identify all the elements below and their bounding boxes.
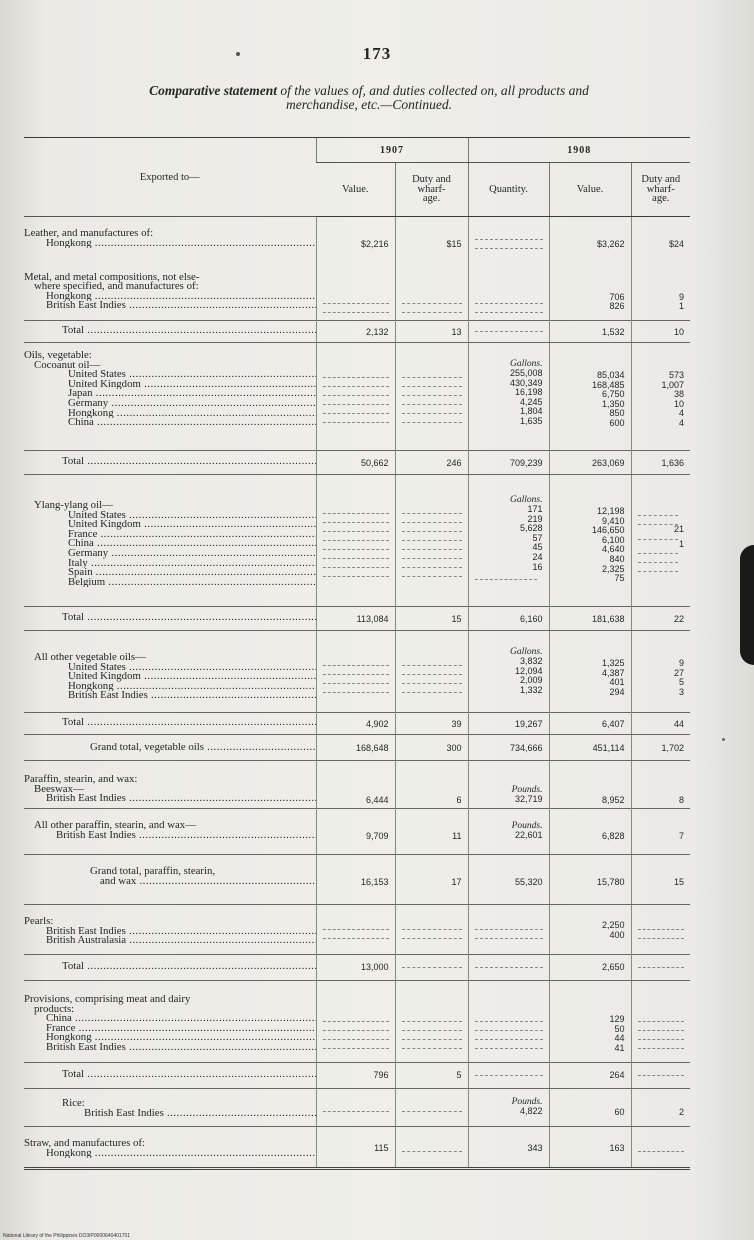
cell-value: 264 [549, 1063, 631, 1089]
print-speck [236, 52, 240, 56]
cell-empty [395, 261, 468, 321]
cell-value: 50,662 [316, 451, 395, 475]
cell-empty [395, 1089, 468, 1127]
title-line2: merchandise, etc.—Continued. [286, 97, 452, 112]
row-label: British East Indies ..... [24, 1043, 316, 1053]
cell-duty: 246 [395, 451, 468, 475]
cell-quantity: 55,320 [468, 855, 549, 905]
cell-empty [395, 905, 468, 955]
cell-quantities: Gallons. 255,008 430,349 16,198 4,245 1,804 1,635 [468, 343, 549, 451]
row-label: British East Indies ..... [62, 1109, 316, 1119]
table-row [24, 475, 690, 607]
cell-value: 2,650 [549, 955, 631, 981]
row-label: Hongkong ..... [24, 409, 316, 419]
subsection-heading: All other paraffin, stearin, and wax— [34, 819, 197, 831]
section-heading-2: where specified, and manufactures of: [34, 280, 199, 293]
title-bold: Comparative statement [149, 83, 278, 98]
row-label: Hongkong ..... [24, 1149, 316, 1159]
table-row [24, 905, 690, 955]
cell-value: 60 [549, 1089, 631, 1127]
statistics-table-wrapper [24, 137, 690, 1170]
row-label: Total ..... [62, 718, 316, 728]
cell-value: 9,709 [316, 809, 395, 855]
row-label: Total ..... [62, 962, 316, 972]
row-label: British East Indies ..... [34, 831, 316, 841]
row-label: Germany ..... [24, 399, 316, 409]
cell-empty [468, 981, 549, 1063]
cell-duty: 6 [395, 761, 468, 809]
cell-empty [468, 905, 549, 955]
table-row [24, 1127, 690, 1169]
cell-duty: 7 [631, 809, 690, 855]
cell-quantity: 6,160 [468, 607, 549, 631]
row-label: Grand total, vegetable oils ..... [90, 743, 316, 753]
cell-values: 85,034 168,485 6,750 1,350 850 600 [549, 343, 631, 451]
table-row [24, 217, 690, 261]
section-heading: Leather, and manufactures of: [24, 227, 154, 239]
header-value-1908: Value. [549, 163, 631, 217]
cell-value: 113,084 [316, 607, 395, 631]
row-label: British East Indies ..... [24, 794, 316, 804]
cell-value: 6,407 [549, 713, 631, 735]
cell-empty [395, 475, 468, 607]
cell-values: 12,198 9,410 146,650 6,100 4,640 840 2,325 75 [549, 475, 631, 607]
header-year-1907: 1907 [316, 138, 468, 163]
cell-quantity: 709,239 [468, 451, 549, 475]
cell-value: $3,262 [549, 217, 631, 261]
cell-values: 1,325 4,387 401 294 [549, 631, 631, 713]
cell-value: 181,638 [549, 607, 631, 631]
cell-quantity: Pounds. 32,719 [468, 761, 549, 809]
cell-value: 15,780 [549, 855, 631, 905]
row-label: British East Indies ..... [24, 927, 316, 937]
row-label: United States ..... [24, 511, 316, 521]
total-row [24, 955, 690, 981]
cell-quantities: Gallons. 171 219 5,628 57 45 24 16 [468, 475, 549, 607]
row-label: United Kingdom ..... [24, 672, 316, 682]
cell-duties: 9 27 5 3 [631, 631, 690, 713]
cell-duty: 44 [631, 713, 690, 735]
cell-value: 4,902 [316, 713, 395, 735]
total-row [24, 451, 690, 475]
table-row [24, 809, 690, 855]
subsection-heading: Cocoanut oil— [34, 358, 101, 371]
cell-value: $2,216 [316, 217, 395, 261]
cell-duties: 21 1 [631, 475, 690, 607]
row-label: France ..... [24, 530, 316, 540]
row-label: British East Indies ..... [24, 691, 316, 701]
row-label: Hongkong ..... [24, 682, 316, 692]
row-label: United Kingdom ..... [24, 380, 316, 390]
section-heading: Oils, vegetable: [24, 349, 92, 361]
cell-duty: 15 [631, 855, 690, 905]
cell-empty [631, 905, 690, 955]
total-row [24, 607, 690, 631]
table-row [24, 343, 690, 451]
header-exported-to: Exported to— [24, 138, 316, 217]
row-label: United Kingdom ..... [24, 520, 316, 530]
cell-value: 2,132 [316, 321, 395, 343]
cell-empty [631, 981, 690, 1063]
print-speck-2 [722, 738, 725, 741]
cell-value: 796 [316, 1063, 395, 1089]
row-label: United States ..... [24, 663, 316, 673]
section-heading: Provisions, comprising meat and dairy [24, 993, 191, 1005]
cell-empty [316, 631, 395, 713]
row-label: Total ..... [62, 613, 316, 623]
total-row [24, 713, 690, 735]
cell-empty [316, 905, 395, 955]
total-row [24, 321, 690, 343]
cell-empty [468, 217, 549, 261]
row-label: Germany ..... [24, 549, 316, 559]
section-heading: Rice: [62, 1097, 85, 1109]
section-heading: Pearls: [24, 915, 54, 927]
scanner-thumb-shadow [740, 545, 754, 665]
cell-quantity: 19,267 [468, 713, 549, 735]
cell-empty [395, 343, 468, 451]
page-title [24, 84, 714, 112]
row-label: Hongkong ..... [24, 292, 316, 302]
cell-value: 263,069 [549, 451, 631, 475]
cell-duty: 10 [631, 321, 690, 343]
row-label: Hongkong ..... [24, 239, 316, 249]
cell-empty [395, 631, 468, 713]
cell-value: 16,153 [316, 855, 395, 905]
cell-value: 8,952 [549, 761, 631, 809]
cell-quantities: Gallons. 3,832 12,094 2,009 1,332 [468, 631, 549, 713]
subsection-heading: All other vegetable oils— [34, 651, 146, 663]
cell-empty [316, 343, 395, 451]
section-heading: Straw, and manufactures of: [24, 1137, 146, 1149]
cell-value: 163 [549, 1127, 631, 1169]
cell-duty: 17 [395, 855, 468, 905]
cell-duties: 573 1,007 38 10 4 4 [631, 343, 690, 451]
cell-empty [631, 1063, 690, 1089]
row-label-2: and wax ..... [90, 877, 316, 887]
row-label: Italy ..... [24, 559, 316, 569]
cell-empty [395, 981, 468, 1063]
cell-duty: 8 [631, 761, 690, 809]
row-label: Spain ..... [24, 568, 316, 578]
cell-empty [316, 1089, 395, 1127]
grand-total-row [24, 735, 690, 761]
row-label: British Australasia ..... [24, 936, 316, 946]
subsection-heading: Beeswax— [34, 782, 84, 795]
cell-empty [468, 1063, 549, 1089]
cell-empty [395, 1127, 468, 1169]
subsection-heading: Ylang-ylang oil— [34, 499, 113, 511]
cell-duty: $24 [631, 217, 690, 261]
cell-duty: 1,636 [631, 451, 690, 475]
header-quantity-1908: Quantity. [468, 163, 549, 217]
cell-duty: 1,702 [631, 735, 690, 761]
cell-value: 6,828 [549, 809, 631, 855]
cell-quantity: Pounds. 22,601 [468, 809, 549, 855]
cell-empty [316, 261, 395, 321]
cell-empty [631, 955, 690, 981]
table-row [24, 1089, 690, 1127]
grand-total-row [24, 855, 690, 905]
scan-footer: National Library of the Philippines DO3IP0000640401701 [3, 1233, 131, 1239]
row-label: Total ..... [62, 326, 316, 336]
section-heading: Paraffin, stearin, and wax: [24, 773, 138, 785]
cell-duties: 9 1 [631, 261, 690, 321]
cell-duty: 11 [395, 809, 468, 855]
cell-duty: 5 [395, 1063, 468, 1089]
cell-values: 129 50 44 41 [549, 981, 631, 1063]
section-heading: Metal, and metal compositions, not else- [24, 270, 200, 283]
cell-empty [468, 955, 549, 981]
cell-value: 6,444 [316, 761, 395, 809]
cell-value: 1,532 [549, 321, 631, 343]
cell-duty: 13 [395, 321, 468, 343]
row-label: China ..... [24, 418, 316, 428]
row-label: China ..... [24, 539, 316, 549]
cell-value: 13,000 [316, 955, 395, 981]
total-row [24, 1063, 690, 1089]
row-label: Japan ..... [24, 389, 316, 399]
cell-empty [395, 955, 468, 981]
cell-empty [468, 321, 549, 343]
cell-duty: 2 [631, 1089, 690, 1127]
cell-empty [468, 261, 549, 321]
row-label: Grand total, paraffin, stearin, [90, 865, 216, 877]
row-label: Hongkong ..... [24, 1033, 316, 1043]
row-label: British East Indies ..... [24, 301, 316, 311]
cell-value: 451,114 [549, 735, 631, 761]
cell-quantity: Pounds. 4,822 [468, 1089, 549, 1127]
table-row [24, 261, 690, 321]
cell-value: 115 [316, 1127, 395, 1169]
table-row [24, 761, 690, 809]
row-label: China ..... [24, 1014, 316, 1024]
row-label: United States ..... [24, 370, 316, 380]
cell-values: 2,250 400 [549, 905, 631, 955]
cell-quantity: 734,666 [468, 735, 549, 761]
cell-value: 168,648 [316, 735, 395, 761]
table-row [24, 981, 690, 1063]
title-rest: of the values of, and duties collected on, all products and [277, 83, 589, 98]
section-heading-2: products: [34, 1002, 75, 1015]
cell-duty: 15 [395, 607, 468, 631]
cell-duty: 39 [395, 713, 468, 735]
row-label: France ..... [24, 1024, 316, 1034]
row-label: Total ..... [62, 457, 316, 467]
page-number: 173 [362, 44, 392, 63]
cell-empty [631, 1127, 690, 1169]
header-year-1908: 1908 [468, 138, 690, 163]
header-duty-1908: Duty and wharf- age. [631, 163, 690, 217]
table-row [24, 631, 690, 713]
row-label: Total ..... [62, 1070, 316, 1080]
cell-quantity: 343 [468, 1127, 549, 1169]
row-label: Belgium ..... [24, 578, 316, 588]
cell-empty [316, 475, 395, 607]
export-statistics-table [24, 137, 690, 1170]
cell-duty: 22 [631, 607, 690, 631]
cell-empty [316, 981, 395, 1063]
cell-duty: 300 [395, 735, 468, 761]
cell-duty: $15 [395, 217, 468, 261]
cell-values: 706 826 [549, 261, 631, 321]
header-duty-1907: Duty and wharf- age. [395, 163, 468, 217]
header-value-1907: Value. [316, 163, 395, 217]
